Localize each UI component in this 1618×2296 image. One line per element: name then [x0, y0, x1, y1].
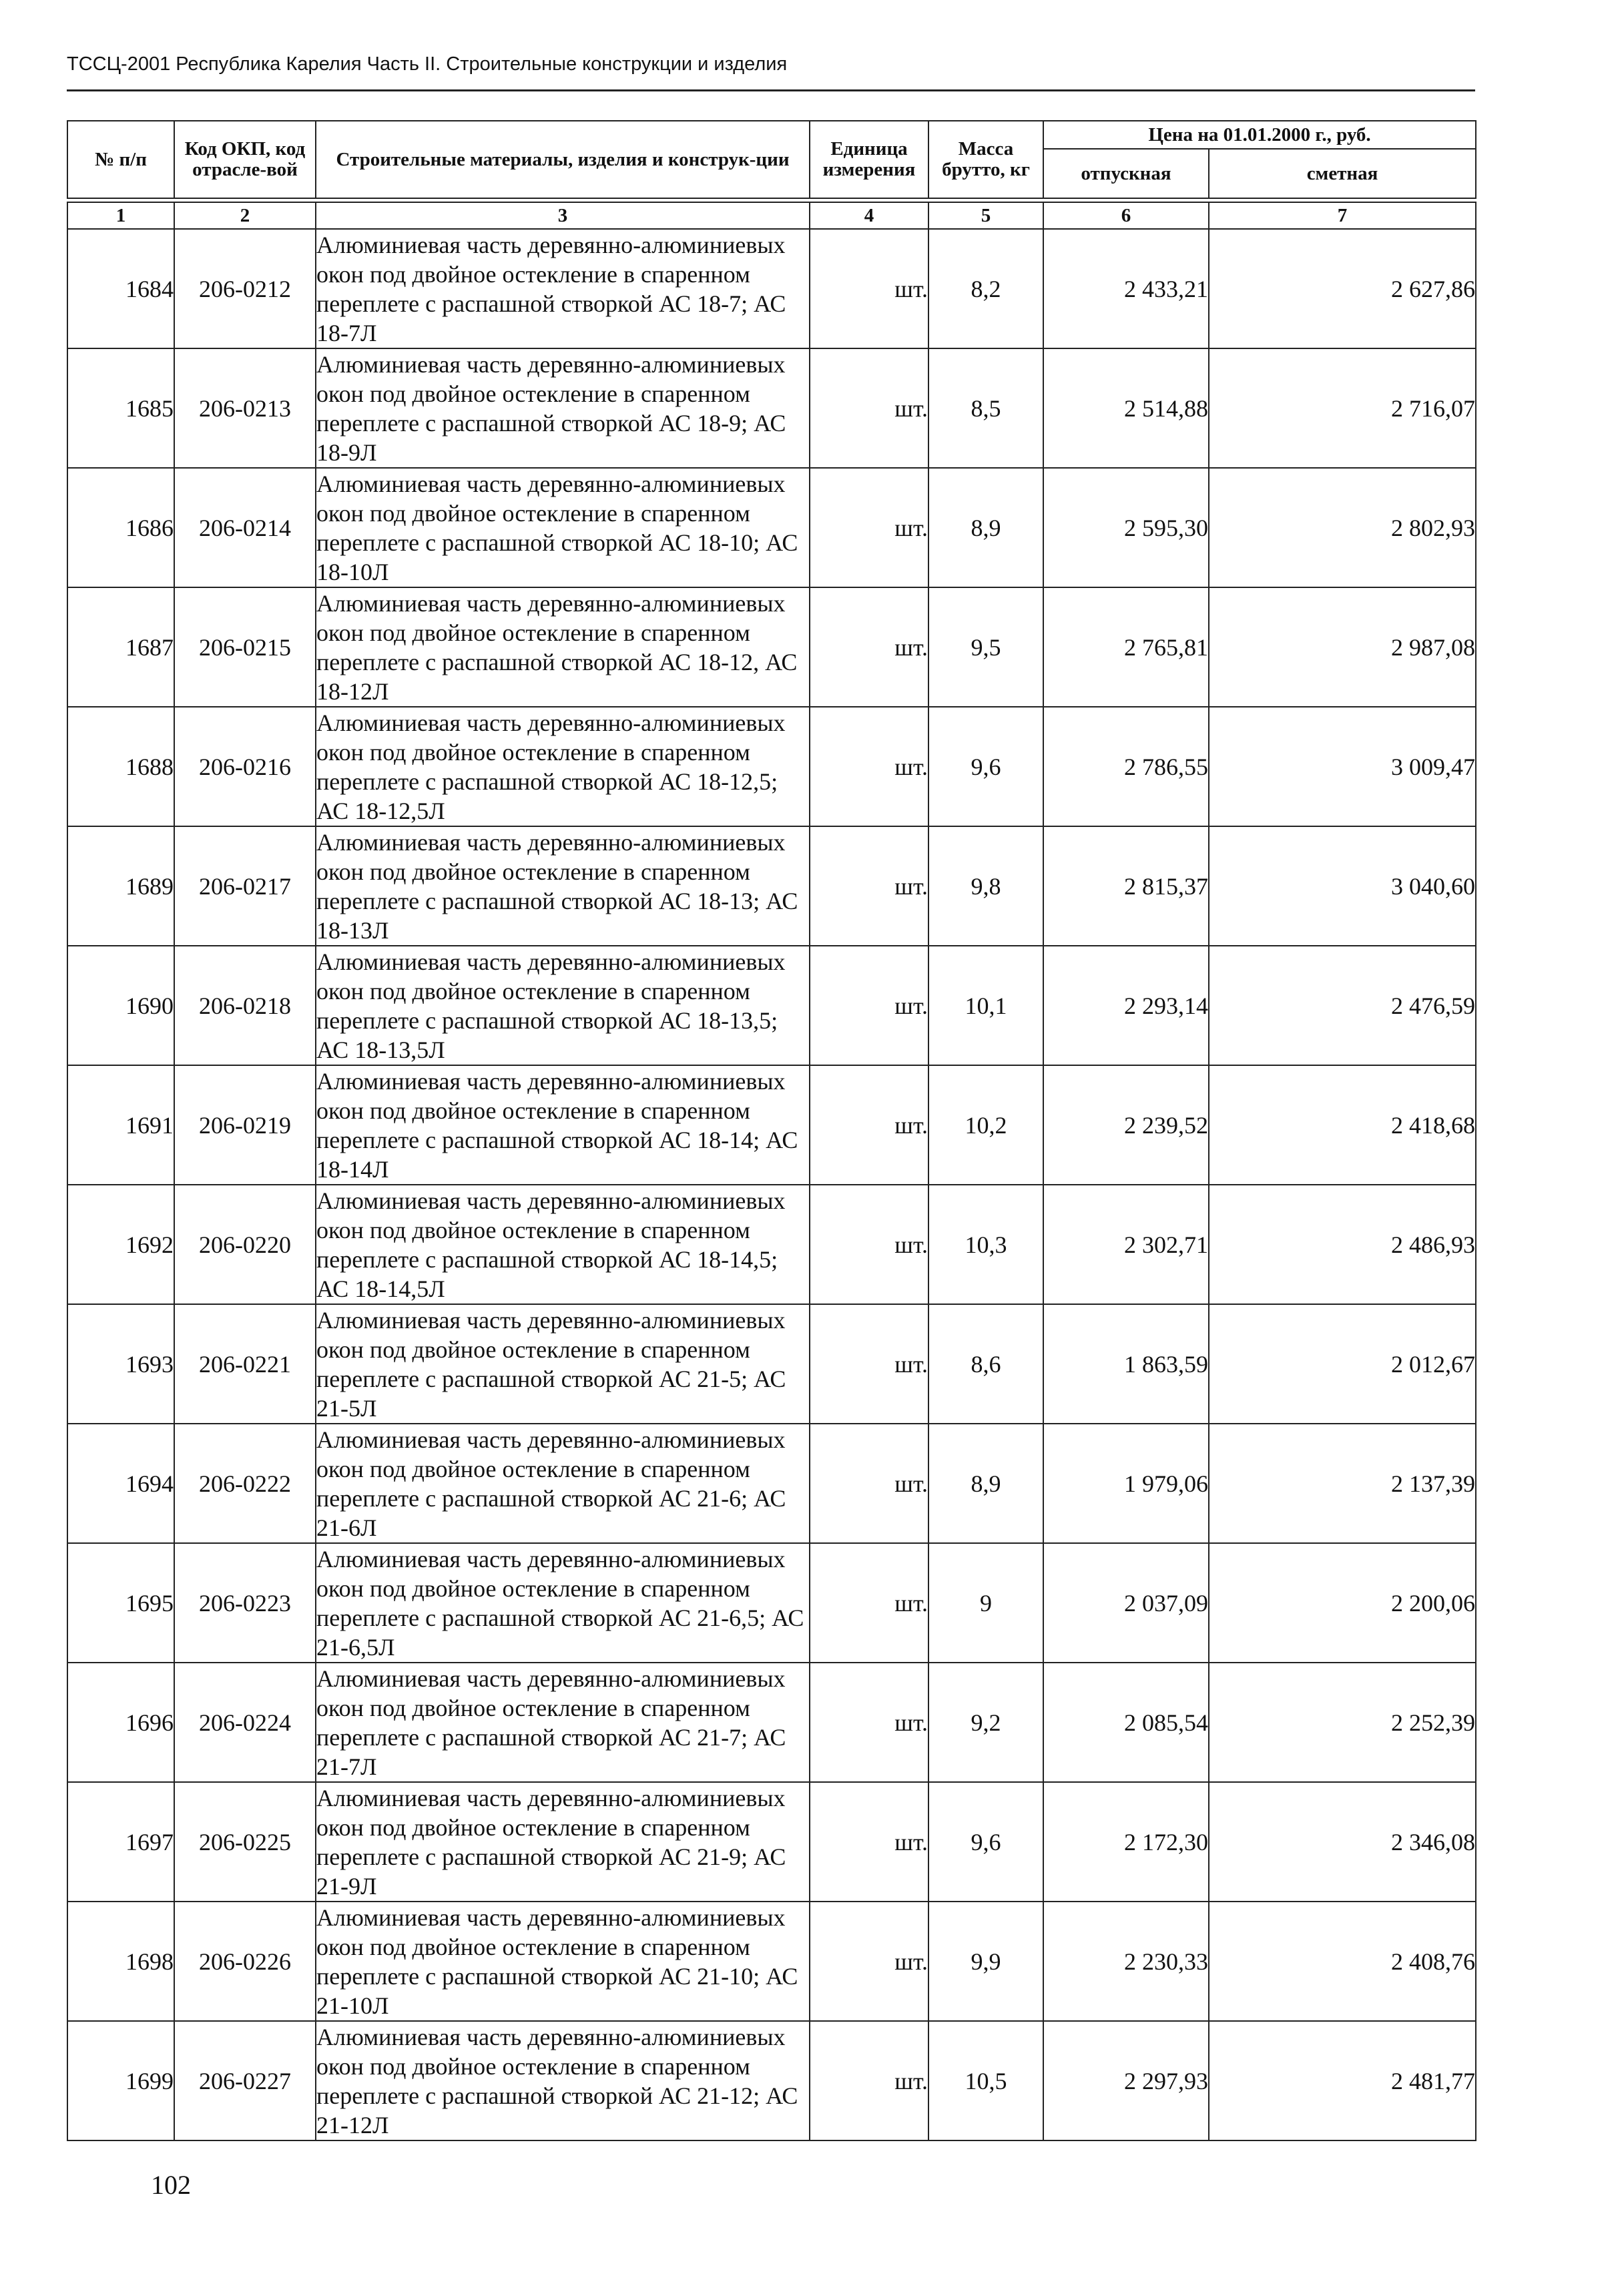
- row-number-cell: 1684: [67, 229, 174, 348]
- unit-cell: шт.: [810, 1902, 928, 2021]
- material-description-cell: Алюминиевая часть деревянно-алюминиевых окон под двойное остекление в спаренном переплете с распашной створкой АС 18-10; АС 18-10Л: [316, 468, 810, 587]
- unit-cell: шт.: [810, 1663, 928, 1782]
- price-release-cell: 2 302,71: [1043, 1185, 1209, 1304]
- unit-cell: шт.: [810, 468, 928, 587]
- header-price-estimate: сметная: [1209, 149, 1476, 198]
- table-row: [67, 826, 1476, 946]
- header-mass: Масса брутто, кг: [928, 121, 1043, 198]
- table-row: [67, 468, 1476, 587]
- material-description-cell: Алюминиевая часть деревянно-алюминиевых окон под двойное остекление в спаренном переплете с распашной створкой АС 18-13,5; АС 18-13,5Л: [316, 946, 810, 1065]
- table-row: [67, 1424, 1476, 1543]
- unit-cell: шт.: [810, 587, 928, 707]
- price-estimate-cell: 2 716,07: [1209, 348, 1476, 468]
- price-release-cell: 2 514,88: [1043, 348, 1209, 468]
- table-row: [67, 1065, 1476, 1185]
- table-row: [67, 1543, 1476, 1663]
- material-description-cell: Алюминиевая часть деревянно-алюминиевых окон под двойное остекление в спаренном переплете с распашной створкой АС 21-12; АС 21-12Л: [316, 2021, 810, 2140]
- okp-code-cell: 206-0220: [174, 1185, 316, 1304]
- material-description-cell: Алюминиевая часть деревянно-алюминиевых окон под двойное остекление в спаренном переплете с распашной створкой АС 21-6; АС 21-6Л: [316, 1424, 810, 1543]
- okp-code-cell: 206-0213: [174, 348, 316, 468]
- price-estimate-cell: 2 200,06: [1209, 1543, 1476, 1663]
- unit-cell: шт.: [810, 946, 928, 1065]
- row-number-cell: 1691: [67, 1065, 174, 1185]
- okp-code-cell: 206-0225: [174, 1782, 316, 1902]
- header-unit: Единица измерения: [810, 121, 928, 198]
- price-release-cell: 2 297,93: [1043, 2021, 1209, 2140]
- price-release-cell: 2 293,14: [1043, 946, 1209, 1065]
- table-row: [67, 1782, 1476, 1902]
- row-number-cell: 1686: [67, 468, 174, 587]
- unit-cell: шт.: [810, 707, 928, 826]
- header-price-group: Цена на 01.01.2000 г., руб.: [1043, 121, 1476, 149]
- row-number-cell: 1699: [67, 2021, 174, 2140]
- price-estimate-cell: 2 408,76: [1209, 1902, 1476, 2021]
- table-row: [67, 2021, 1476, 2140]
- okp-code-cell: 206-0224: [174, 1663, 316, 1782]
- okp-code-cell: 206-0227: [174, 2021, 316, 2140]
- column-number: 2: [174, 202, 316, 229]
- unit-cell: шт.: [810, 826, 928, 946]
- table-row: [67, 707, 1476, 826]
- price-estimate-cell: 3 009,47: [1209, 707, 1476, 826]
- page-number: 102: [151, 2170, 191, 2200]
- okp-code-cell: 206-0221: [174, 1304, 316, 1424]
- price-release-cell: 2 595,30: [1043, 468, 1209, 587]
- column-number: 4: [810, 202, 928, 229]
- material-description-cell: Алюминиевая часть деревянно-алюминиевых окон под двойное остекление в спаренном переплете с распашной створкой АС 21-9; АС 21-9Л: [316, 1782, 810, 1902]
- column-number: 7: [1209, 202, 1476, 229]
- table-row: [67, 1185, 1476, 1304]
- price-release-cell: 2 085,54: [1043, 1663, 1209, 1782]
- unit-cell: шт.: [810, 229, 928, 348]
- column-number: 6: [1043, 202, 1209, 229]
- unit-cell: шт.: [810, 348, 928, 468]
- okp-code-cell: 206-0216: [174, 707, 316, 826]
- table-row: [67, 348, 1476, 468]
- price-estimate-cell: 2 418,68: [1209, 1065, 1476, 1185]
- price-estimate-cell: 2 012,67: [1209, 1304, 1476, 1424]
- price-release-cell: 2 172,30: [1043, 1782, 1209, 1902]
- mass-cell: 9,5: [928, 587, 1043, 707]
- mass-cell: 9,9: [928, 1902, 1043, 2021]
- okp-code-cell: 206-0214: [174, 468, 316, 587]
- table-row: [67, 946, 1476, 1065]
- row-number-cell: 1685: [67, 348, 174, 468]
- price-estimate-cell: 2 987,08: [1209, 587, 1476, 707]
- row-number-cell: 1696: [67, 1663, 174, 1782]
- mass-cell: 10,3: [928, 1185, 1043, 1304]
- material-description-cell: Алюминиевая часть деревянно-алюминиевых окон под двойное остекление в спаренном переплете с распашной створкой АС 21-5; АС 21-5Л: [316, 1304, 810, 1424]
- material-description-cell: Алюминиевая часть деревянно-алюминиевых окон под двойное остекление в спаренном переплете с распашной створкой АС 18-14,5; АС 18-14,5Л: [316, 1185, 810, 1304]
- okp-code-cell: 206-0212: [174, 229, 316, 348]
- material-description-cell: Алюминиевая часть деревянно-алюминиевых окон под двойное остекление в спаренном переплете с распашной створкой АС 18-7; АС 18-7Л: [316, 229, 810, 348]
- okp-code-cell: 206-0226: [174, 1902, 316, 2021]
- row-number-cell: 1695: [67, 1543, 174, 1663]
- price-release-cell: 1 979,06: [1043, 1424, 1209, 1543]
- table-row: [67, 1902, 1476, 2021]
- material-description-cell: Алюминиевая часть деревянно-алюминиевых окон под двойное остекление в спаренном переплете с распашной створкой АС 21-6,5; АС 21-6,5Л: [316, 1543, 810, 1663]
- price-table: [67, 120, 1476, 2141]
- column-number: 5: [928, 202, 1043, 229]
- header-divider: [67, 89, 1475, 91]
- row-number-cell: 1690: [67, 946, 174, 1065]
- unit-cell: шт.: [810, 1304, 928, 1424]
- material-description-cell: Алюминиевая часть деревянно-алюминиевых окон под двойное остекление в спаренном переплете с распашной створкой АС 18-12,5; АС 18-12,5Л: [316, 707, 810, 826]
- header-num: № п/п: [67, 121, 174, 198]
- unit-cell: шт.: [810, 1424, 928, 1543]
- unit-cell: шт.: [810, 1782, 928, 1902]
- material-description-cell: Алюминиевая часть деревянно-алюминиевых окон под двойное остекление в спаренном переплете с распашной створкой АС 18-14; АС 18-14Л: [316, 1065, 810, 1185]
- price-estimate-cell: 2 137,39: [1209, 1424, 1476, 1543]
- okp-code-cell: 206-0215: [174, 587, 316, 707]
- mass-cell: 10,5: [928, 2021, 1043, 2140]
- column-number: 1: [67, 202, 174, 229]
- material-description-cell: Алюминиевая часть деревянно-алюминиевых окон под двойное остекление в спаренном переплете с распашной створкой АС 18-13; АС 18-13Л: [316, 826, 810, 946]
- row-number-cell: 1687: [67, 587, 174, 707]
- mass-cell: 8,9: [928, 468, 1043, 587]
- header-name: Строительные материалы, изделия и конструк-ции: [316, 121, 810, 198]
- table-row: [67, 587, 1476, 707]
- price-release-cell: 2 037,09: [1043, 1543, 1209, 1663]
- okp-code-cell: 206-0219: [174, 1065, 316, 1185]
- unit-cell: шт.: [810, 1543, 928, 1663]
- okp-code-cell: 206-0222: [174, 1424, 316, 1543]
- price-release-cell: 2 239,52: [1043, 1065, 1209, 1185]
- price-estimate-cell: 2 627,86: [1209, 229, 1476, 348]
- unit-cell: шт.: [810, 2021, 928, 2140]
- unit-cell: шт.: [810, 1185, 928, 1304]
- price-release-cell: 2 815,37: [1043, 826, 1209, 946]
- row-number-cell: 1694: [67, 1424, 174, 1543]
- document-header-title: ТССЦ-2001 Республика Карелия Часть II. Строительные конструкции и изделия: [67, 53, 788, 75]
- price-release-cell: 2 230,33: [1043, 1902, 1209, 2021]
- okp-code-cell: 206-0223: [174, 1543, 316, 1663]
- table-body: [67, 198, 1476, 2140]
- material-description-cell: Алюминиевая часть деревянно-алюминиевых окон под двойное остекление в спаренном переплете с распашной створкой АС 21-7; АС 21-7Л: [316, 1663, 810, 1782]
- mass-cell: 10,1: [928, 946, 1043, 1065]
- table-row: [67, 229, 1476, 348]
- mass-cell: 8,6: [928, 1304, 1043, 1424]
- row-number-cell: 1689: [67, 826, 174, 946]
- okp-code-cell: 206-0217: [174, 826, 316, 946]
- header-price-release: отпускная: [1043, 149, 1209, 198]
- price-estimate-cell: 2 802,93: [1209, 468, 1476, 587]
- mass-cell: 8,5: [928, 348, 1043, 468]
- material-description-cell: Алюминиевая часть деревянно-алюминиевых окон под двойное остекление в спаренном переплете с распашной створкой АС 18-12, АС 18-12Л: [316, 587, 810, 707]
- price-estimate-cell: 2 252,39: [1209, 1663, 1476, 1782]
- okp-code-cell: 206-0218: [174, 946, 316, 1065]
- price-release-cell: 2 433,21: [1043, 229, 1209, 348]
- price-estimate-cell: 2 486,93: [1209, 1185, 1476, 1304]
- row-number-cell: 1697: [67, 1782, 174, 1902]
- price-release-cell: 1 863,59: [1043, 1304, 1209, 1424]
- price-estimate-cell: 3 040,60: [1209, 826, 1476, 946]
- table-row: [67, 1304, 1476, 1424]
- material-description-cell: Алюминиевая часть деревянно-алюминиевых окон под двойное остекление в спаренном переплете с распашной створкой АС 18-9; АС 18-9Л: [316, 348, 810, 468]
- material-description-cell: Алюминиевая часть деревянно-алюминиевых окон под двойное остекление в спаренном переплете с распашной створкой АС 21-10; АС 21-10Л: [316, 1902, 810, 2021]
- row-number-cell: 1692: [67, 1185, 174, 1304]
- row-number-cell: 1698: [67, 1902, 174, 2021]
- price-estimate-cell: 2 346,08: [1209, 1782, 1476, 1902]
- mass-cell: 8,9: [928, 1424, 1043, 1543]
- price-estimate-cell: 2 481,77: [1209, 2021, 1476, 2140]
- mass-cell: 9,6: [928, 707, 1043, 826]
- mass-cell: 9,8: [928, 826, 1043, 946]
- price-release-cell: 2 765,81: [1043, 587, 1209, 707]
- price-release-cell: 2 786,55: [1043, 707, 1209, 826]
- mass-cell: 8,2: [928, 229, 1043, 348]
- mass-cell: 9,2: [928, 1663, 1043, 1782]
- price-estimate-cell: 2 476,59: [1209, 946, 1476, 1065]
- mass-cell: 9,6: [928, 1782, 1043, 1902]
- mass-cell: 9: [928, 1543, 1043, 1663]
- unit-cell: шт.: [810, 1065, 928, 1185]
- row-number-cell: 1688: [67, 707, 174, 826]
- header-code: Код ОКП, код отрасле-вой: [174, 121, 316, 198]
- table-row: [67, 1663, 1476, 1782]
- mass-cell: 10,2: [928, 1065, 1043, 1185]
- row-number-cell: 1693: [67, 1304, 174, 1424]
- column-number: 3: [316, 202, 810, 229]
